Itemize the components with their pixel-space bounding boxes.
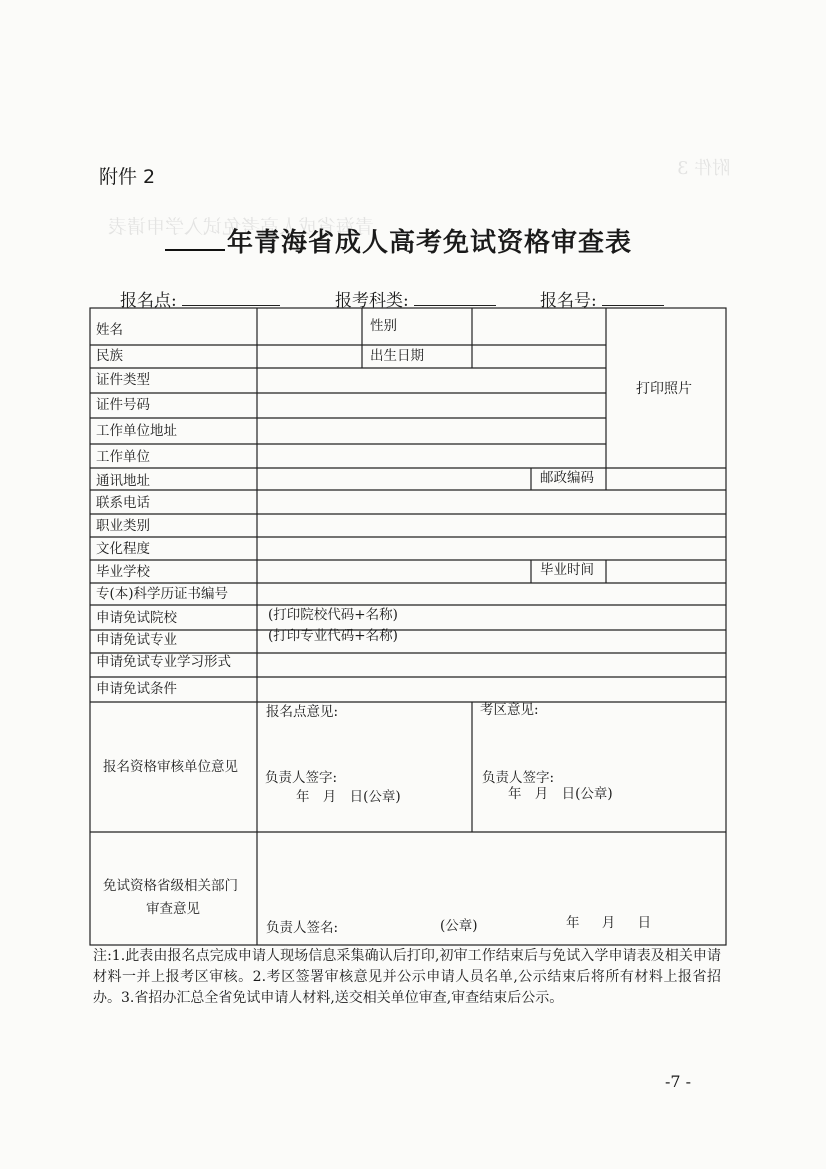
site-signer-label: 负责人签字: [265, 770, 338, 786]
apply-school-value: (打印院校代码+名称) [268, 607, 398, 623]
form-title-text: 年青海省成人高考免试资格审查表 [227, 228, 633, 258]
attachment-label: 附件 2 [99, 166, 156, 188]
site-label: 报名点: [120, 291, 177, 311]
label-study-form: 申请免试专业学习形式 [96, 654, 231, 670]
label-apply-condition: 申请免试条件 [96, 681, 177, 697]
label-postal-code: 邮政编码 [540, 470, 594, 486]
district-opinion-label: 考区意见: [480, 702, 539, 718]
province-signer-label: 负责人签名: [266, 920, 339, 936]
subject-label: 报考科类: [335, 291, 409, 311]
label-occupation: 职业类别 [96, 518, 150, 534]
label-birth-date: 出生日期 [370, 348, 424, 364]
label-phone: 联系电话 [96, 495, 150, 511]
number-label: 报名号: [540, 291, 597, 311]
footnote: 注:1.此表由报名点完成申请人现场信息采集确认后打印,初审工作结束后与免试入学申请表及相关申请材料一并上报考区审核。2.考区签署审核意见并公示申请人员名单,公示结束后将所有材料上报省招办。3.省招办汇总全省免试申请人材料,送交相关单位审查,审查结束后公示。 [93, 948, 721, 1006]
label-education: 文化程度 [96, 541, 150, 557]
label-review-unit: 报名资格审核单位意见 [103, 759, 238, 775]
show-through-title: 青海省成人高考免试入学申请表 [108, 216, 375, 238]
label-ethnicity: 民族 [96, 348, 123, 364]
label-apply-school: 申请免试院校 [96, 610, 177, 626]
page-number: -7 - [665, 1072, 692, 1091]
label-name: 姓名 [96, 322, 123, 338]
label-gender: 性别 [370, 318, 397, 334]
label-graduation-time: 毕业时间 [540, 562, 594, 578]
label-graduate-school: 毕业学校 [96, 564, 150, 580]
site-opinion-label: 报名点意见: [266, 704, 339, 720]
province-seal: (公章) [440, 918, 478, 934]
province-date: 年 月 日 [566, 915, 652, 931]
label-id-number: 证件号码 [96, 397, 150, 413]
apply-major-value: (打印专业代码+名称) [268, 628, 398, 644]
district-date-seal: 年 月 日(公章) [508, 786, 613, 802]
district-signer-label: 负责人签字: [482, 770, 555, 786]
label-apply-major: 申请免试专业 [96, 632, 177, 648]
label-id-type: 证件类型 [96, 372, 150, 388]
label-province-review-line2: 审查意见 [146, 901, 200, 917]
label-mail-address: 通讯地址 [96, 473, 150, 489]
label-work-address: 工作单位地址 [96, 423, 177, 439]
label-work-unit: 工作单位 [96, 449, 150, 465]
photo-placeholder: 打印照片 [636, 381, 692, 397]
site-date-seal: 年 月 日(公章) [296, 789, 401, 805]
label-diploma-number: 专(本)科学历证书编号 [96, 586, 229, 602]
label-province-review-line1: 免试资格省级相关部门 [103, 878, 238, 894]
show-through-text: 附件 3 [677, 158, 731, 179]
